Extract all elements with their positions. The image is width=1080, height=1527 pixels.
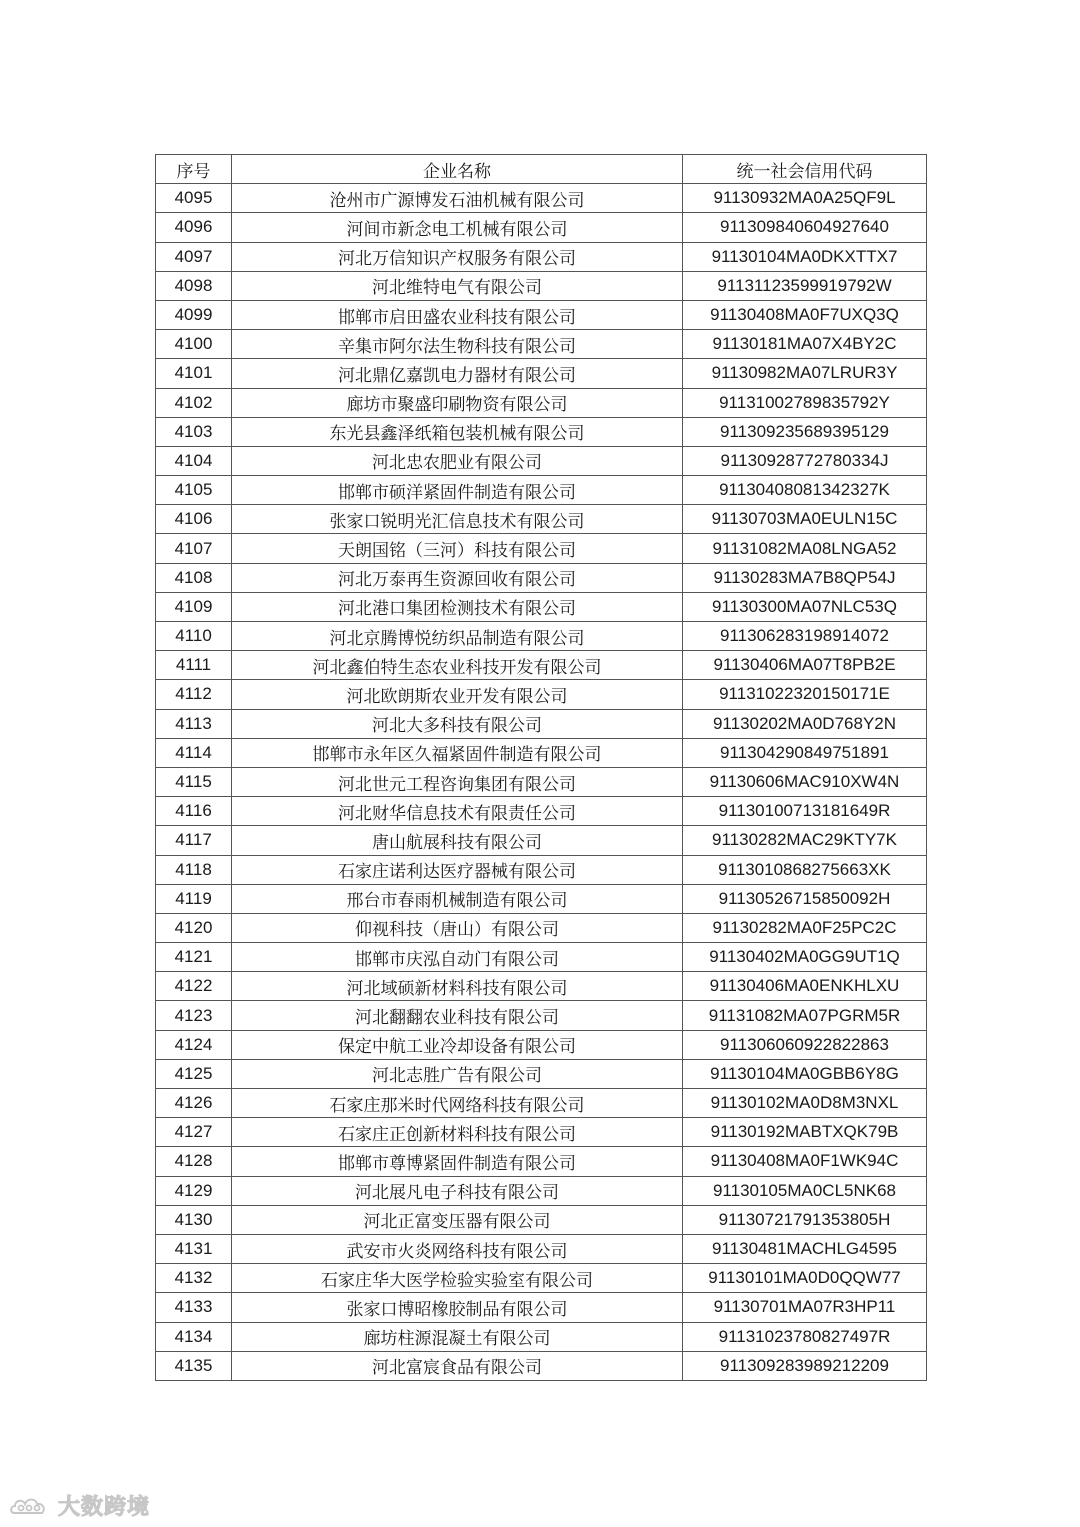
- cell-company-name: 东光县鑫泽纸箱包装机械有限公司: [232, 417, 683, 446]
- table-row: [156, 184, 927, 213]
- table-body: [156, 184, 927, 1381]
- table-row: [156, 505, 927, 534]
- table-row: [156, 271, 927, 300]
- table-row: [156, 417, 927, 446]
- cell-credit-code: 91130408MA0F7UXQ3Q: [683, 300, 927, 329]
- cell-seq: 4127: [156, 1118, 232, 1147]
- cell-credit-code: 91131123599919792W: [683, 271, 927, 300]
- cell-credit-code: 91130606MAC910XW4N: [683, 767, 927, 796]
- cell-credit-code: 911304290849751891: [683, 738, 927, 767]
- cell-seq: 4129: [156, 1176, 232, 1205]
- cell-company-name: 石家庄诺利达医疗器械有限公司: [232, 855, 683, 884]
- cell-seq: 4109: [156, 592, 232, 621]
- cell-company-name: 辛集市阿尔法生物科技有限公司: [232, 330, 683, 359]
- cell-seq: 4134: [156, 1322, 232, 1351]
- cell-company-name: 河北鑫伯特生态农业科技开发有限公司: [232, 651, 683, 680]
- table-row: [156, 943, 927, 972]
- table-row: [156, 622, 927, 651]
- watermark: [8, 1490, 150, 1521]
- cell-company-name: 河北鼎亿嘉凯电力器材有限公司: [232, 359, 683, 388]
- cell-credit-code: 91130282MAC29KTY7K: [683, 826, 927, 855]
- cell-seq: 4121: [156, 943, 232, 972]
- cell-credit-code: 91130526715850092H: [683, 884, 927, 913]
- cell-credit-code: 911309283989212209: [683, 1351, 927, 1380]
- cell-company-name: 河北志胜广告有限公司: [232, 1059, 683, 1088]
- cell-credit-code: 911306060922822863: [683, 1030, 927, 1059]
- cell-credit-code: 91131082MA08LNGA52: [683, 534, 927, 563]
- cell-company-name: 河北富宸食品有限公司: [232, 1351, 683, 1380]
- cell-seq: 4107: [156, 534, 232, 563]
- table-row: [156, 972, 927, 1001]
- table-row: [156, 855, 927, 884]
- cell-seq: 4097: [156, 242, 232, 271]
- cell-seq: 4119: [156, 884, 232, 913]
- cell-company-name: 河北世元工程咨询集团有限公司: [232, 767, 683, 796]
- table-row: [156, 1176, 927, 1205]
- cell-seq: 4116: [156, 797, 232, 826]
- cell-seq: 4122: [156, 972, 232, 1001]
- cell-credit-code: 91130402MA0GG9UT1Q: [683, 943, 927, 972]
- cell-seq: 4128: [156, 1147, 232, 1176]
- table-row: [156, 1322, 927, 1351]
- table-row: [156, 797, 927, 826]
- header-company-name: 企业名称: [232, 155, 683, 184]
- cell-company-name: 石家庄正创新材料科技有限公司: [232, 1118, 683, 1147]
- cell-seq: 4135: [156, 1351, 232, 1380]
- table-row: [156, 534, 927, 563]
- cell-company-name: 唐山航展科技有限公司: [232, 826, 683, 855]
- cell-seq: 4130: [156, 1205, 232, 1234]
- cell-company-name: 天朗国铭（三河）科技有限公司: [232, 534, 683, 563]
- cell-company-name: 河北京腾博悦纺织品制造有限公司: [232, 622, 683, 651]
- cell-seq: 4113: [156, 709, 232, 738]
- cell-company-name: 河间市新念电工机械有限公司: [232, 213, 683, 242]
- table-row: [156, 1001, 927, 1030]
- table-header-row: [156, 155, 927, 184]
- cell-company-name: 河北大多科技有限公司: [232, 709, 683, 738]
- cell-seq: 4117: [156, 826, 232, 855]
- cell-company-name: 邯郸市启田盛农业科技有限公司: [232, 300, 683, 329]
- cell-credit-code: 91130408MA0F1WK94C: [683, 1147, 927, 1176]
- table-row: [156, 242, 927, 271]
- cell-credit-code: 91130703MA0EULN15C: [683, 505, 927, 534]
- cell-credit-code: 91130481MACHLG4595: [683, 1234, 927, 1263]
- table-row: [156, 913, 927, 942]
- cell-seq: 4103: [156, 417, 232, 446]
- cell-company-name: 保定中航工业冷却设备有限公司: [232, 1030, 683, 1059]
- cell-company-name: 邢台市春雨机械制造有限公司: [232, 884, 683, 913]
- table-row: [156, 651, 927, 680]
- cell-company-name: 河北万泰再生资源回收有限公司: [232, 563, 683, 592]
- table-row: [156, 1147, 927, 1176]
- cell-seq: 4133: [156, 1293, 232, 1322]
- cell-company-name: 河北万信知识产权服务有限公司: [232, 242, 683, 271]
- cell-seq: 4126: [156, 1089, 232, 1118]
- table-row: [156, 680, 927, 709]
- cell-seq: 4100: [156, 330, 232, 359]
- table-row: [156, 1205, 927, 1234]
- table-row: [156, 388, 927, 417]
- cell-credit-code: 9113010071318164​9R: [683, 797, 927, 826]
- cell-seq: 4111: [156, 651, 232, 680]
- cell-company-name: 河北维特电气有限公司: [232, 271, 683, 300]
- cell-credit-code: 91130701MA07R3HP11: [683, 1293, 927, 1322]
- cell-company-name: 河北正富变压器有限公司: [232, 1205, 683, 1234]
- cell-credit-code: 91130105MA0CL5NK68: [683, 1176, 927, 1205]
- table-row: [156, 330, 927, 359]
- cell-company-name: 张家口博昭橡胶制品有限公司: [232, 1293, 683, 1322]
- cell-credit-code: 911301086827566​3XK: [683, 855, 927, 884]
- header-credit-code: 统一社会信用代码: [683, 155, 927, 184]
- cell-credit-code: 91130721791353805H: [683, 1205, 927, 1234]
- cell-company-name: 河北财华信息技术有限责任公司: [232, 797, 683, 826]
- table-row: [156, 826, 927, 855]
- cell-seq: 4096: [156, 213, 232, 242]
- cell-credit-code: 911309840604927640: [683, 213, 927, 242]
- table-row: [156, 213, 927, 242]
- cell-seq: 4098: [156, 271, 232, 300]
- cell-company-name: 武安市火炎网络科技有限公司: [232, 1234, 683, 1263]
- company-table: [155, 154, 927, 1381]
- cell-credit-code: 91130101MA0D0QQW77: [683, 1264, 927, 1293]
- cell-seq: 4112: [156, 680, 232, 709]
- cell-seq: 4125: [156, 1059, 232, 1088]
- cell-credit-code: 91130104MA0GBB6Y8G: [683, 1059, 927, 1088]
- cell-seq: 4101: [156, 359, 232, 388]
- cell-company-name: 邯郸市永年区久福紧固件制造有限公司: [232, 738, 683, 767]
- cell-seq: 4120: [156, 913, 232, 942]
- cell-company-name: 邯郸市尊博紧固件制造有限公司: [232, 1147, 683, 1176]
- cell-seq: 4108: [156, 563, 232, 592]
- table-row: [156, 592, 927, 621]
- table-row: [156, 1264, 927, 1293]
- cell-seq: 4118: [156, 855, 232, 884]
- cell-credit-code: 91130406MA07T8PB2E: [683, 651, 927, 680]
- table-row: [156, 300, 927, 329]
- cell-credit-code: 91130202MA0D768Y2N: [683, 709, 927, 738]
- cell-seq: 4124: [156, 1030, 232, 1059]
- cell-company-name: 石家庄那米时代网络科技有限公司: [232, 1089, 683, 1118]
- cell-credit-code: 91130181MA07X4BY2C: [683, 330, 927, 359]
- cloud-logo-icon: [8, 1493, 52, 1519]
- cell-seq: 4095: [156, 184, 232, 213]
- cell-seq: 4123: [156, 1001, 232, 1030]
- cell-seq: 4102: [156, 388, 232, 417]
- cell-seq: 4099: [156, 300, 232, 329]
- cell-credit-code: 91131002789835792Y: [683, 388, 927, 417]
- table-row: [156, 1089, 927, 1118]
- cell-company-name: 河北忠农肥业有限公司: [232, 446, 683, 475]
- table-row: [156, 1030, 927, 1059]
- cell-seq: 4110: [156, 622, 232, 651]
- cell-credit-code: 91130932MA0A25QF9L: [683, 184, 927, 213]
- table-row: [156, 563, 927, 592]
- cell-seq: 4132: [156, 1264, 232, 1293]
- cell-credit-code: 91130192MABTXQK79B: [683, 1118, 927, 1147]
- table-row: [156, 1234, 927, 1263]
- cell-credit-code: 911306283198914072: [683, 622, 927, 651]
- cell-company-name: 廊坊市聚盛印刷物资有限公司: [232, 388, 683, 417]
- cell-company-name: 石家庄华大医学检验实验室有限公司: [232, 1264, 683, 1293]
- table-row: [156, 359, 927, 388]
- cell-company-name: 河北展凡电子科技有限公司: [232, 1176, 683, 1205]
- cell-credit-code: 911309235689395129: [683, 417, 927, 446]
- table-row: [156, 1059, 927, 1088]
- cell-credit-code: 91131082MA07PGRM5R: [683, 1001, 927, 1030]
- cell-seq: 4104: [156, 446, 232, 475]
- cell-credit-code: 91131023780827497R: [683, 1322, 927, 1351]
- cell-credit-code: 91131022320150171E: [683, 680, 927, 709]
- cell-seq: 4105: [156, 476, 232, 505]
- cell-seq: 4106: [156, 505, 232, 534]
- cell-seq: 4115: [156, 767, 232, 796]
- table-row: [156, 476, 927, 505]
- cell-seq: 4114: [156, 738, 232, 767]
- cell-company-name: 邯郸市硕洋紧固件制造有限公司: [232, 476, 683, 505]
- cell-company-name: 仰视科技（唐山）有限公司: [232, 913, 683, 942]
- table-row: [156, 1351, 927, 1380]
- header-seq: 序号: [156, 155, 232, 184]
- cell-credit-code: 91130300MA07NLC53Q: [683, 592, 927, 621]
- cell-company-name: 河北港口集团检测技术有限公司: [232, 592, 683, 621]
- watermark-text: 大数跨境: [58, 1495, 151, 1520]
- table-row: [156, 709, 927, 738]
- cell-credit-code: 91130102MA0D8M3NXL: [683, 1089, 927, 1118]
- cell-credit-code: 91130982MA07LRUR3Y: [683, 359, 927, 388]
- cell-credit-code: 91130282MA0F25PC2C: [683, 913, 927, 942]
- cell-company-name: 河北欧朗斯农业开发有限公司: [232, 680, 683, 709]
- cell-company-name: 张家口锐明光汇信息技术有限公司: [232, 505, 683, 534]
- cell-credit-code: 91130104MA0DKXTTX7: [683, 242, 927, 271]
- table-row: [156, 767, 927, 796]
- cell-credit-code: 91130408081342327K: [683, 476, 927, 505]
- cell-company-name: 河北域硕新材料科技有限公司: [232, 972, 683, 1001]
- cell-seq: 4131: [156, 1234, 232, 1263]
- cell-credit-code: 91130928772780334J: [683, 446, 927, 475]
- cell-company-name: 河北翻翻农业科技有限公司: [232, 1001, 683, 1030]
- cell-company-name: 邯郸市庆泓自动门有限公司: [232, 943, 683, 972]
- table-row: [156, 1293, 927, 1322]
- cell-credit-code: 91130283MA7B8QP54J: [683, 563, 927, 592]
- cell-credit-code: 91130406MA0ENKHLXU: [683, 972, 927, 1001]
- cell-company-name: 沧州市广源博发石油机械有限公司: [232, 184, 683, 213]
- table-row: [156, 446, 927, 475]
- table-row: [156, 738, 927, 767]
- table-row: [156, 1118, 927, 1147]
- cell-company-name: 廊坊柱源混凝土有限公司: [232, 1322, 683, 1351]
- table-row: [156, 884, 927, 913]
